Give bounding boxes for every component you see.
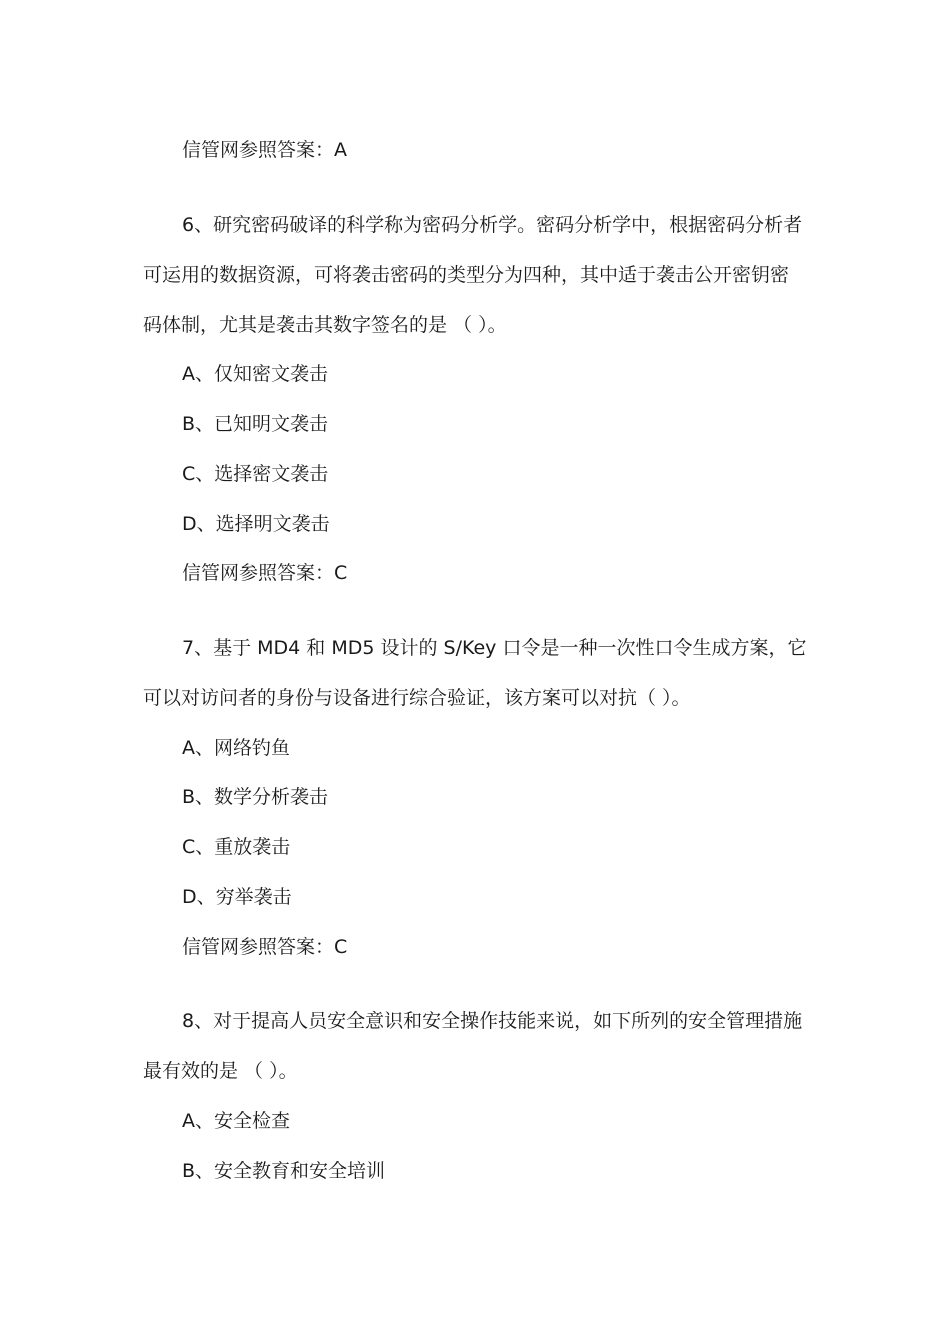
- question-6-option-c: C、选择密文袭击: [182, 463, 329, 485]
- question-7-option-a: A、网络钓鱼: [182, 737, 290, 759]
- question-7-option-d: D、穷举袭击: [182, 886, 292, 908]
- question-6-line-1: 6、研究密码破译的科学称为密码分析学。密码分析学中，根据密码分析者: [182, 214, 803, 236]
- question-6-line-2: 可运用的数据资源，可将袭击密码的类型分为四种，其中适于袭击公开密钥密: [143, 264, 790, 286]
- question-6-option-a: A、仅知密文袭击: [182, 363, 328, 385]
- question-7-option-c: C、重放袭击: [182, 836, 291, 858]
- question-8-line-1: 8、对于提高人员安全意识和安全操作技能来说，如下所列的安全管理措施: [182, 1010, 803, 1032]
- question-6-line-3: 码体制，尤其是袭击其数字签名的是 （ ）。: [143, 314, 507, 336]
- question-6-answer: 信管网参照答案：C: [182, 562, 348, 584]
- question-8-option-a: A、安全检查: [182, 1110, 290, 1132]
- answer-line: 信管网参照答案：A: [182, 139, 347, 161]
- question-8-option-b: B、安全教育和安全培训: [182, 1160, 386, 1182]
- question-6-option-b: B、已知明文袭击: [182, 413, 329, 435]
- question-6-option-d: D、选择明文袭击: [182, 513, 330, 535]
- question-7-line-2: 可以对访问者的身份与设备进行综合验证，该方案可以对抗（ ）。: [143, 687, 691, 709]
- question-8-line-2: 最有效的是 （ ）。: [143, 1060, 298, 1082]
- question-7-line-1: 7、基于 MD4 和 MD5 设计的 S/Key 口令是一种一次性口令生成方案，它: [182, 637, 807, 659]
- question-7-option-b: B、数学分析袭击: [182, 786, 329, 808]
- question-7-answer: 信管网参照答案：C: [182, 936, 348, 958]
